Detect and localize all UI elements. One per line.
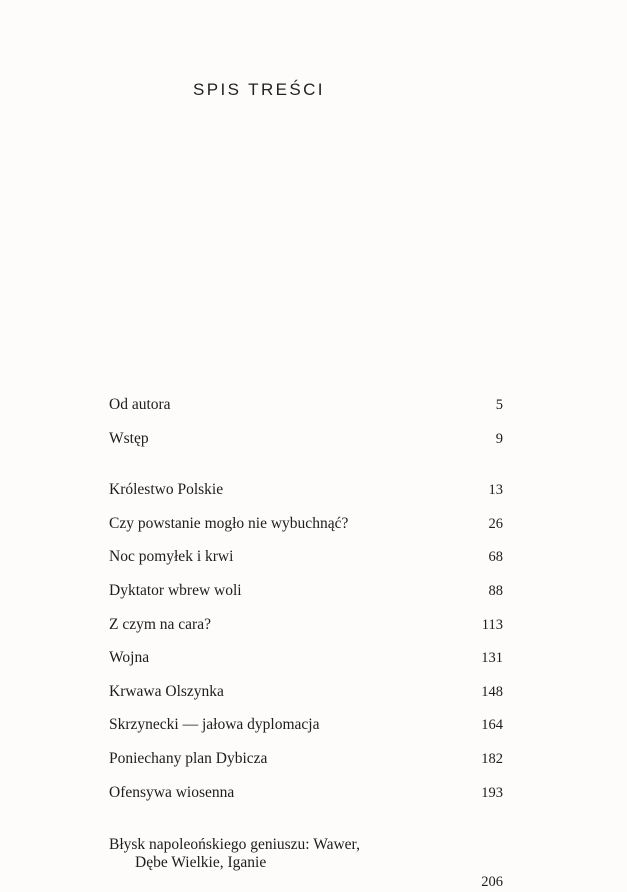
toc-entry-blysk-napoleonskiego-geniuszu[interactable] (109, 817, 503, 891)
toc-entry-page: 182 (481, 750, 503, 767)
toc-entry-z-czym-na-cara[interactable] (109, 616, 503, 635)
toc-entry-label: Dyktator wbrew woli (109, 581, 242, 599)
toc-entry-label: Królestwo Polskie (109, 481, 224, 499)
toc-entry-page: 131 (481, 650, 503, 667)
toc-entry-page: 193 (481, 784, 503, 801)
toc-entry-czy-powstanie-moglo-nie-wybuchnac[interactable] (109, 515, 503, 534)
toc-entry-page: 88 (488, 582, 503, 599)
toc-entry-label: Ofensywa wiosenna (109, 783, 235, 801)
toc-entry-krwawa-olszynka[interactable] (109, 683, 503, 702)
spacer (109, 701, 503, 716)
toc-entry-ofensywa-wiosenna[interactable] (109, 784, 503, 803)
spacer (109, 634, 503, 649)
toc-entry-page: 206 (481, 874, 503, 891)
table-of-contents (109, 396, 503, 892)
toc-entry-noc-pomylek-i-krwi[interactable] (109, 548, 503, 567)
toc-entry-wojna[interactable] (109, 649, 503, 668)
toc-entry-label-line1: Błysk napoleońskiego geniuszu: Wawer, (109, 835, 360, 853)
spacer (109, 735, 503, 750)
toc-entry-label: Z czym na cara? (109, 615, 211, 633)
toc-entry-label: Skrzynecki — jałowa dyplomacja (109, 716, 320, 734)
toc-entry-label: Czy powstanie mogło nie wybuchnąć? (109, 514, 349, 532)
toc-entry-dyktator-wbrew-woli[interactable] (109, 582, 503, 601)
page-title: SPIS TREŚCI (193, 80, 325, 99)
toc-entry-poniechany-plan-dybicza[interactable] (109, 750, 503, 769)
toc-entry-page: 13 (488, 482, 503, 499)
toc-entry-label: Poniechany plan Dybicza (109, 749, 268, 767)
spacer (109, 802, 503, 817)
spacer (109, 533, 503, 548)
spacer (109, 415, 503, 430)
spacer (109, 500, 503, 515)
toc-entry-label: Wojna (109, 649, 150, 667)
toc-entry-label-line2: Dębe Wielkie, Iganie (135, 854, 267, 872)
toc-entry-label-multiline (109, 817, 360, 891)
toc-entry-page: 113 (481, 616, 503, 633)
spacer (109, 769, 503, 784)
toc-entry-label: Krwawa Olszynka (109, 682, 224, 700)
toc-entry-page: 164 (481, 717, 503, 734)
toc-entry-label: Wstęp (109, 429, 149, 447)
toc-entry-page: 5 (495, 397, 503, 413)
spacer (109, 567, 503, 582)
toc-entry-label: Od autora (109, 396, 171, 413)
spacer (109, 668, 503, 683)
toc-entry-page: 68 (488, 549, 503, 566)
toc-entry-skrzynecki-jalowa-dyplomacja[interactable] (109, 716, 503, 735)
toc-entry-page: 26 (488, 515, 503, 532)
toc-entry-label: Noc pomyłek i krwi (109, 548, 234, 566)
section-gap (109, 448, 503, 481)
toc-entry-wstep[interactable] (109, 430, 503, 449)
toc-entry-krolestwo-polskie[interactable] (109, 481, 503, 500)
toc-entry-od-autora[interactable] (109, 396, 503, 415)
spacer (109, 601, 503, 616)
toc-entry-page: 9 (495, 430, 503, 447)
toc-entry-page: 148 (481, 683, 503, 700)
